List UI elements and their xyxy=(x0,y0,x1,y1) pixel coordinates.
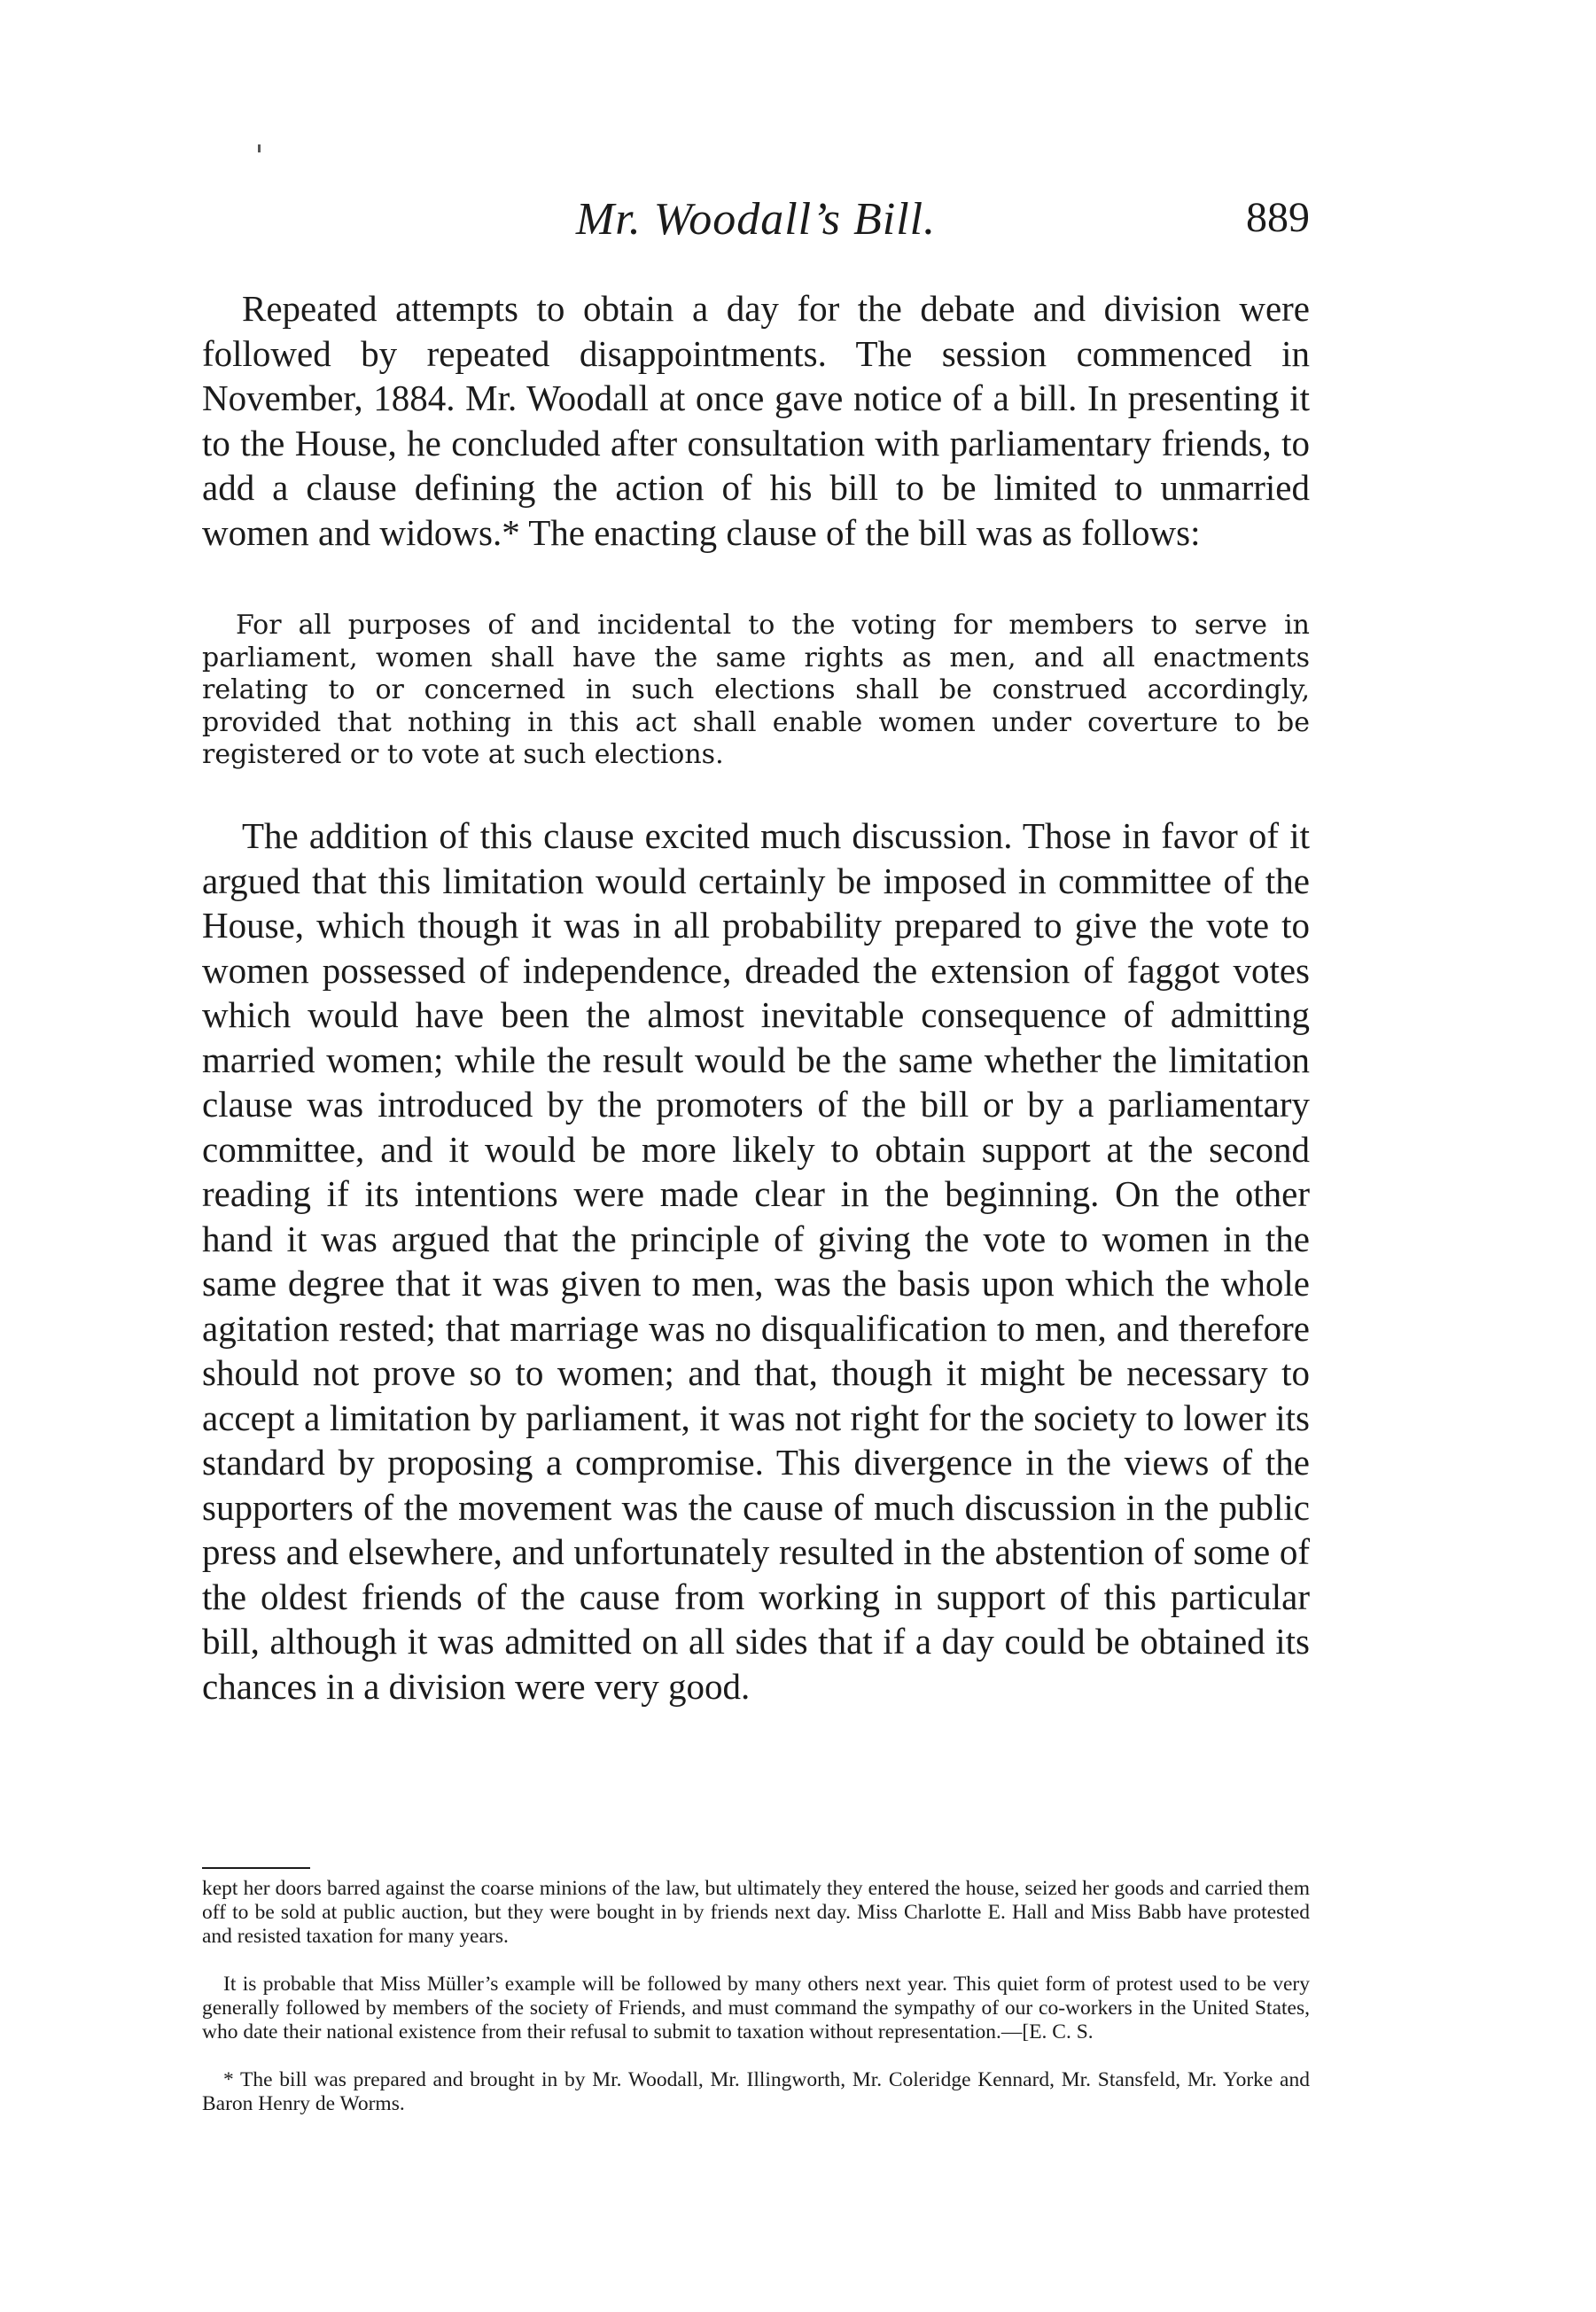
footnote-muller: It is probable that Miss Müller’s example will be followed by many others next year. This quiet form of protest used to be very generally followed by members of the society of Friends, and must command the sympathy of our co-workers in the United States, who date their national existence from their refusal to submit to taxation without representation.—[E. C. S. xyxy=(202,1973,1310,2044)
page-header xyxy=(202,193,1310,255)
paragraph-clause-discussion: The addition of this clause excited much discussion. Those in favor of it argued that this limitation would certainly be imposed in committee of the House, which though it was in all probability prepared to give the vote to women possessed of independence, dreaded the extension of faggot votes which would have been the almost inevitable consequence of admitting married women; while the result would be the same whether the limitation clause was introduced by the promoters of the bill or by a parliamentary committee, and it would be more likely to obtain support at the second reading if its intentions were made clear in the beginning. On the other hand it was argued that the principle of giving the vote to women in the same degree that it was given to men, was the basis upon which the whole agitation rested; that marriage was no disqualification to men, and therefore should not prove so to women; and that, though it might be necessary to accept a limitation by parliament, it was not right for the society to lower its standard by proposing a compromise. This divergence in the views of the supporters of the movement was the cause of much discussion in the public press and elsewhere, and unfortunately resulted in the abstention of some of the oldest friends of the cause from working in support of this particular bill, although it was admitted on all sides that if a day could be obtained its chances in a division were very good. xyxy=(202,815,1310,1707)
paragraph-session-1884: Repeated attempts to obtain a day for the debate and division were followed by repeated disappointments. The session commenced in November, 1884. Mr. Woodall at once gave notice of a bill. In presenting it to the House, he concluded after consultation with parliamentary friends, to add a clause defining the action of his bill to be limited to unmarried women and widows.* The enacting clause of the bill was as follows: xyxy=(202,288,1310,553)
running-title: Mr. Woodall’s Bill. xyxy=(575,194,937,245)
footnote-continued: kept her doors barred against the coarse minions of the law, but ultimately they entered the house, seized her goods and carried them off to be sold at public auction, but they were bought in by friends next day. Miss Charlotte E. Hall and Miss Babb have protested and resisted taxation for many years. xyxy=(202,1877,1310,1949)
footnote-bill-sponsors: * The bill was prepared and brought in by Mr. Woodall, Mr. Illingworth, Mr. Coleridge Kennard, Mr. Stansfeld, Mr. Yorke and Baron Henry de Worms. xyxy=(202,2068,1310,2116)
enacting-clause-quote: For all purposes of and incidental to the voting for members to serve in parliament, women shall have the same rights as men, and all enactments relating to or concerned in such elections shall be construed accordingly, provided that nothing in this act shall enable women under coverture to be registered or to vote at such elections. xyxy=(202,610,1310,770)
print-speck xyxy=(258,144,261,152)
page-number: 889 xyxy=(1246,194,1310,241)
footnote-divider xyxy=(202,1867,310,1869)
